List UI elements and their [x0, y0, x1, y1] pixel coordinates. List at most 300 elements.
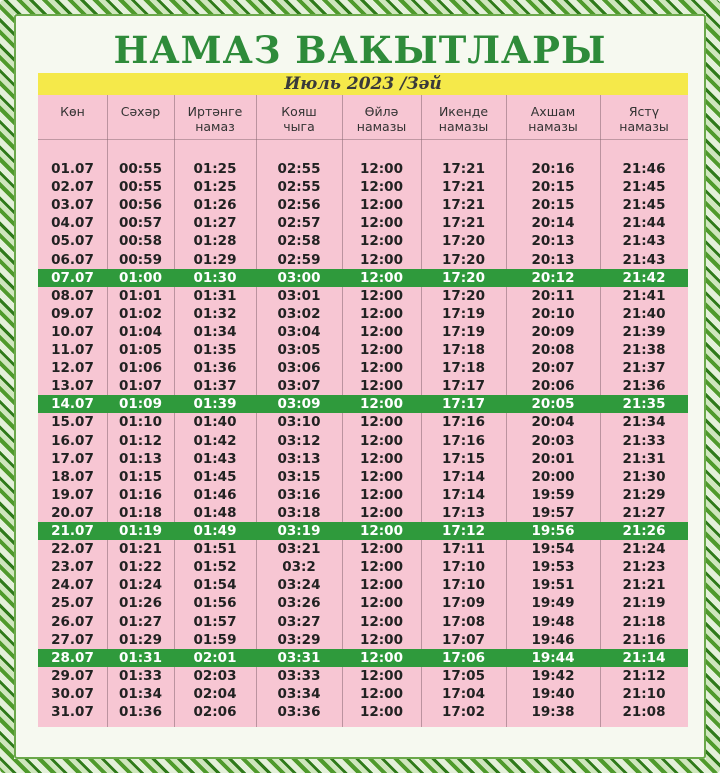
- cell-night-prayer: 21:30: [622, 468, 666, 485]
- cell-sunrise: 03:04: [277, 323, 321, 340]
- cell-afternoon-prayer: 17:06: [442, 649, 485, 666]
- cell-suhoor: 00:55: [119, 161, 162, 177]
- cell-night-prayer: 21:14: [622, 649, 666, 666]
- cell-sunrise: 03:16: [277, 486, 321, 503]
- cell-night-prayer: 21:29: [622, 486, 666, 503]
- table-row-highlighted: [38, 269, 688, 287]
- cell-suhoor: 01:02: [119, 305, 162, 322]
- cell-evening-prayer: 20:13: [531, 233, 575, 250]
- table-row: [38, 576, 688, 594]
- cell-day: 26.07: [51, 613, 94, 630]
- cell-afternoon-prayer: 17:19: [442, 323, 485, 340]
- cell-evening-prayer: 20:07: [531, 360, 575, 377]
- cell-sunrise: 03:2: [282, 559, 316, 576]
- cell-noon-prayer: 12:00: [360, 161, 403, 177]
- cell-day: 16.07: [51, 432, 94, 449]
- cell-evening-prayer: 19:59: [531, 486, 575, 503]
- cell-sunrise: 03:36: [277, 704, 321, 720]
- cell-evening-prayer: 20:06: [531, 378, 575, 395]
- cell-day: 11.07: [51, 342, 94, 358]
- cell-morning-prayer: 01:49: [193, 523, 237, 539]
- cell-evening-prayer: 20:08: [531, 342, 575, 358]
- cell-noon-prayer: 12:00: [360, 215, 403, 232]
- cell-day: 23.07: [51, 559, 94, 576]
- cell-morning-prayer: 02:01: [193, 649, 237, 666]
- cell-morning-prayer: 01:30: [193, 269, 237, 286]
- cell-evening-prayer: 19:56: [531, 523, 575, 539]
- cell-evening-prayer: 19:44: [531, 649, 575, 666]
- cell-noon-prayer: 12:00: [360, 541, 403, 558]
- cell-morning-prayer: 01:54: [193, 577, 237, 594]
- cell-day: 06.07: [51, 251, 94, 268]
- cell-afternoon-prayer: 17:17: [442, 378, 485, 395]
- header-text: Ястү: [628, 104, 660, 119]
- table-row: [38, 703, 688, 721]
- table-row: [38, 359, 688, 377]
- cell-suhoor: 01:16: [119, 486, 162, 503]
- table-row: [38, 196, 688, 214]
- cell-morning-prayer: 01:52: [193, 559, 237, 576]
- cell-night-prayer: 21:18: [622, 613, 666, 630]
- cell-afternoon-prayer: 17:14: [442, 468, 485, 485]
- header-text: чыга: [283, 119, 315, 134]
- header-text: намазы: [356, 119, 407, 134]
- header-evening-prayer: [506, 104, 600, 134]
- table-row: [38, 540, 688, 558]
- cell-afternoon-prayer: 17:10: [442, 577, 485, 594]
- table-row: [38, 594, 688, 612]
- cell-day: 01.07: [51, 161, 94, 177]
- table-row: [38, 450, 688, 468]
- cell-morning-prayer: 01:26: [193, 197, 237, 214]
- cell-suhoor: 01:24: [119, 577, 162, 594]
- cell-night-prayer: 21:35: [622, 396, 666, 413]
- table-row-highlighted: [38, 522, 688, 540]
- cell-day: 05.07: [51, 233, 94, 250]
- header-text: намазы: [619, 119, 669, 134]
- cell-evening-prayer: 19:48: [531, 613, 575, 630]
- cell-noon-prayer: 12:00: [360, 595, 403, 612]
- cell-night-prayer: 21:44: [622, 215, 666, 232]
- header-text: Ахшам: [530, 104, 576, 119]
- cell-noon-prayer: 12:00: [360, 704, 403, 720]
- cell-night-prayer: 21:38: [622, 342, 666, 358]
- cell-day: 31.07: [51, 704, 94, 720]
- cell-day: 27.07: [51, 631, 94, 648]
- cell-day: 21.07: [51, 523, 94, 539]
- cell-afternoon-prayer: 17:10: [442, 559, 485, 576]
- cell-night-prayer: 21:26: [622, 523, 666, 539]
- cell-morning-prayer: 01:48: [193, 504, 237, 521]
- header-text: намаз: [195, 119, 235, 134]
- cell-morning-prayer: 02:04: [193, 685, 237, 702]
- cell-night-prayer: 21:10: [622, 685, 666, 702]
- cell-night-prayer: 21:12: [622, 667, 666, 684]
- cell-suhoor: 01:09: [119, 396, 162, 413]
- cell-night-prayer: 21:41: [622, 287, 666, 304]
- cell-noon-prayer: 12:00: [360, 631, 403, 648]
- table-row: [38, 558, 688, 576]
- table-row: [38, 251, 688, 269]
- table-row: [38, 377, 688, 395]
- cell-morning-prayer: 01:28: [193, 233, 237, 250]
- cell-suhoor: 01:12: [119, 432, 162, 449]
- cell-day: 02.07: [51, 179, 94, 196]
- table-row: [38, 613, 688, 631]
- cell-evening-prayer: 19:38: [531, 704, 575, 720]
- header-text: Өйлә: [364, 104, 399, 119]
- cell-afternoon-prayer: 17:20: [442, 251, 485, 268]
- cell-night-prayer: 21:19: [622, 595, 666, 612]
- cell-sunrise: 03:00: [277, 269, 321, 286]
- cell-afternoon-prayer: 17:20: [442, 233, 485, 250]
- cell-sunrise: 03:24: [277, 577, 321, 594]
- header-night-prayer: [600, 104, 688, 134]
- cell-afternoon-prayer: 17:21: [442, 161, 485, 177]
- cell-night-prayer: 21:34: [622, 414, 666, 431]
- cell-evening-prayer: 20:03: [531, 432, 575, 449]
- table-row-highlighted: [38, 395, 688, 413]
- cell-sunrise: 03:13: [277, 450, 321, 467]
- cell-morning-prayer: 01:36: [193, 360, 237, 377]
- cell-morning-prayer: 01:25: [193, 161, 237, 177]
- cell-morning-prayer: 01:39: [193, 396, 237, 413]
- cell-suhoor: 01:21: [119, 541, 162, 558]
- cell-sunrise: 03:33: [277, 667, 321, 684]
- cell-evening-prayer: 19:40: [531, 685, 575, 702]
- cell-day: 20.07: [51, 504, 94, 521]
- cell-evening-prayer: 20:11: [531, 287, 575, 304]
- cell-day: 14.07: [51, 396, 94, 413]
- cell-evening-prayer: 20:00: [531, 468, 575, 485]
- cell-evening-prayer: 20:10: [531, 305, 575, 322]
- cell-noon-prayer: 12:00: [360, 342, 403, 358]
- cell-noon-prayer: 12:00: [360, 450, 403, 467]
- cell-afternoon-prayer: 17:21: [442, 179, 485, 196]
- cell-noon-prayer: 12:00: [360, 486, 403, 503]
- cell-sunrise: 03:09: [277, 396, 321, 413]
- header-morning-prayer: [174, 104, 256, 134]
- cell-night-prayer: 21:27: [622, 504, 666, 521]
- header-day: [38, 104, 107, 119]
- cell-noon-prayer: 12:00: [360, 523, 403, 539]
- cell-day: 09.07: [51, 305, 94, 322]
- cell-night-prayer: 21:36: [622, 378, 666, 395]
- cell-suhoor: 01:36: [119, 704, 162, 720]
- header-suhoor: [107, 104, 174, 119]
- cell-night-prayer: 21:33: [622, 432, 666, 449]
- table-row: [38, 305, 688, 323]
- cell-sunrise: 03:07: [277, 378, 321, 395]
- cell-afternoon-prayer: 17:11: [442, 541, 485, 558]
- cell-evening-prayer: 19:51: [531, 577, 575, 594]
- cell-afternoon-prayer: 17:17: [442, 396, 485, 413]
- cell-noon-prayer: 12:00: [360, 613, 403, 630]
- cell-night-prayer: 21:43: [622, 233, 666, 250]
- cell-noon-prayer: 12:00: [360, 233, 403, 250]
- table-row: [38, 413, 688, 431]
- cell-afternoon-prayer: 17:04: [442, 685, 485, 702]
- cell-afternoon-prayer: 17:21: [442, 197, 485, 214]
- cell-morning-prayer: 01:34: [193, 323, 237, 340]
- cell-noon-prayer: 12:00: [360, 559, 403, 576]
- cell-sunrise: 03:10: [277, 414, 321, 431]
- cell-afternoon-prayer: 17:16: [442, 414, 485, 431]
- cell-suhoor: 01:33: [119, 667, 162, 684]
- cell-night-prayer: 21:37: [622, 360, 666, 377]
- cell-afternoon-prayer: 17:07: [442, 631, 485, 648]
- cell-evening-prayer: 20:01: [531, 450, 575, 467]
- cell-sunrise: 02:56: [277, 197, 321, 214]
- cell-afternoon-prayer: 17:08: [442, 613, 485, 630]
- cell-noon-prayer: 12:00: [360, 685, 403, 702]
- cell-noon-prayer: 12:00: [360, 251, 403, 268]
- cell-afternoon-prayer: 17:19: [442, 305, 485, 322]
- table-row: [38, 468, 688, 486]
- cell-day: 04.07: [51, 215, 94, 232]
- cell-afternoon-prayer: 17:20: [442, 269, 485, 286]
- cell-morning-prayer: 01:31: [193, 287, 237, 304]
- cell-day: 07.07: [51, 269, 94, 286]
- cell-morning-prayer: 01:29: [193, 251, 237, 268]
- cell-evening-prayer: 20:12: [531, 269, 575, 286]
- cell-evening-prayer: 19:54: [531, 541, 575, 558]
- cell-morning-prayer: 01:42: [193, 432, 237, 449]
- cell-suhoor: 01:13: [119, 450, 162, 467]
- cell-evening-prayer: 20:15: [531, 197, 575, 214]
- cell-noon-prayer: 12:00: [360, 269, 403, 286]
- cell-morning-prayer: 01:32: [193, 305, 237, 322]
- cell-afternoon-prayer: 17:21: [442, 215, 485, 232]
- cell-suhoor: 01:19: [119, 523, 162, 539]
- cell-noon-prayer: 12:00: [360, 197, 403, 214]
- cell-suhoor: 00:57: [119, 215, 162, 232]
- cell-noon-prayer: 12:00: [360, 649, 403, 666]
- cell-morning-prayer: 01:59: [193, 631, 237, 648]
- cell-night-prayer: 21:08: [622, 704, 666, 720]
- cell-night-prayer: 21:24: [622, 541, 666, 558]
- cell-sunrise: 03:05: [277, 342, 321, 358]
- header-afternoon-prayer: [421, 104, 506, 134]
- cell-night-prayer: 21:31: [622, 450, 666, 467]
- cell-afternoon-prayer: 17:16: [442, 432, 485, 449]
- table-row-highlighted: [38, 649, 688, 667]
- header-text: Икенде: [438, 104, 489, 119]
- cell-sunrise: 02:55: [277, 161, 321, 177]
- cell-sunrise: 02:58: [277, 233, 321, 250]
- cell-morning-prayer: 01:43: [193, 450, 237, 467]
- header-divider: [38, 139, 688, 140]
- header-noon-prayer: [342, 104, 421, 134]
- cell-evening-prayer: 20:05: [531, 396, 575, 413]
- cell-day: 18.07: [51, 468, 94, 485]
- cell-night-prayer: 21:39: [622, 323, 666, 340]
- cell-suhoor: 01:27: [119, 613, 162, 630]
- header-sunrise: [256, 104, 342, 134]
- header-text: намазы: [438, 119, 489, 134]
- header-text: Иртәнге: [187, 104, 243, 119]
- table-row: [38, 341, 688, 359]
- cell-day: 15.07: [51, 414, 94, 431]
- cell-afternoon-prayer: 17:09: [442, 595, 485, 612]
- cell-suhoor: 01:18: [119, 504, 162, 521]
- header-text: намазы: [528, 119, 578, 134]
- cell-afternoon-prayer: 17:18: [442, 360, 485, 377]
- cell-day: 17.07: [51, 450, 94, 467]
- table-row: [38, 214, 688, 232]
- cell-suhoor: 01:04: [119, 323, 162, 340]
- table-row: [38, 631, 688, 649]
- cell-morning-prayer: 02:06: [193, 704, 237, 720]
- cell-evening-prayer: 19:53: [531, 559, 575, 576]
- cell-evening-prayer: 20:09: [531, 323, 575, 340]
- cell-evening-prayer: 20:13: [531, 251, 575, 268]
- cell-suhoor: 01:22: [119, 559, 162, 576]
- cell-day: 12.07: [51, 360, 94, 377]
- cell-evening-prayer: 19:49: [531, 595, 575, 612]
- cell-night-prayer: 21:46: [622, 161, 666, 177]
- cell-day: 29.07: [51, 667, 94, 684]
- cell-suhoor: 01:29: [119, 631, 162, 648]
- cell-noon-prayer: 12:00: [360, 396, 403, 413]
- cell-suhoor: 00:56: [119, 197, 162, 214]
- cell-night-prayer: 21:21: [622, 577, 666, 594]
- cell-noon-prayer: 12:00: [360, 323, 403, 340]
- cell-suhoor: 01:10: [119, 414, 162, 431]
- cell-day: 13.07: [51, 378, 94, 395]
- table-row: [38, 178, 688, 196]
- page-title: НАМАЗ ВАКЫТЛАРЫ: [113, 28, 607, 72]
- table-row: [38, 486, 688, 504]
- cell-day: 03.07: [51, 197, 94, 214]
- cell-morning-prayer: 02:03: [193, 667, 237, 684]
- cell-evening-prayer: 19:46: [531, 631, 575, 648]
- cell-day: 28.07: [51, 649, 94, 666]
- header-text: Кояш: [281, 104, 317, 119]
- cell-afternoon-prayer: 17:05: [442, 667, 485, 684]
- cell-evening-prayer: 20:15: [531, 179, 575, 196]
- table-row: [38, 160, 688, 178]
- cell-noon-prayer: 12:00: [360, 667, 403, 684]
- cell-sunrise: 03:18: [277, 504, 321, 521]
- cell-afternoon-prayer: 17:15: [442, 450, 485, 467]
- cell-suhoor: 00:59: [119, 251, 162, 268]
- cell-noon-prayer: 12:00: [360, 577, 403, 594]
- cell-noon-prayer: 12:00: [360, 360, 403, 377]
- cell-sunrise: 02:57: [277, 215, 321, 232]
- cell-sunrise: 03:02: [277, 305, 321, 322]
- table-row: [38, 323, 688, 341]
- cell-sunrise: 03:27: [277, 613, 321, 630]
- cell-day: 24.07: [51, 577, 94, 594]
- cell-morning-prayer: 01:46: [193, 486, 237, 503]
- cell-evening-prayer: 19:57: [531, 504, 575, 521]
- cell-evening-prayer: 20:14: [531, 215, 575, 232]
- cell-sunrise: 03:21: [277, 541, 321, 558]
- cell-afternoon-prayer: 17:18: [442, 342, 485, 358]
- cell-suhoor: 00:58: [119, 233, 162, 250]
- cell-night-prayer: 21:40: [622, 305, 666, 322]
- cell-suhoor: 01:07: [119, 378, 162, 395]
- table-row: [38, 685, 688, 703]
- cell-suhoor: 01:26: [119, 595, 162, 612]
- cell-sunrise: 03:19: [277, 523, 321, 539]
- cell-morning-prayer: 01:25: [193, 179, 237, 196]
- cell-morning-prayer: 01:56: [193, 595, 237, 612]
- cell-sunrise: 03:34: [277, 685, 321, 702]
- cell-suhoor: 01:34: [119, 685, 162, 702]
- cell-morning-prayer: 01:27: [193, 215, 237, 232]
- cell-sunrise: 03:29: [277, 631, 321, 648]
- cell-suhoor: 01:31: [119, 649, 162, 666]
- cell-night-prayer: 21:45: [622, 197, 666, 214]
- cell-noon-prayer: 12:00: [360, 414, 403, 431]
- cell-noon-prayer: 12:00: [360, 179, 403, 196]
- cell-day: 25.07: [51, 595, 94, 612]
- header-text: Сәхәр: [120, 104, 161, 119]
- cell-day: 22.07: [51, 541, 94, 558]
- cell-day: 08.07: [51, 287, 94, 304]
- cell-noon-prayer: 12:00: [360, 432, 403, 449]
- cell-afternoon-prayer: 17:12: [442, 523, 485, 539]
- table-row: [38, 232, 688, 250]
- cell-night-prayer: 21:45: [622, 179, 666, 196]
- cell-morning-prayer: 01:40: [193, 414, 237, 431]
- cell-sunrise: 03:26: [277, 595, 321, 612]
- cell-morning-prayer: 01:45: [193, 468, 237, 485]
- cell-noon-prayer: 12:00: [360, 468, 403, 485]
- cell-morning-prayer: 01:51: [193, 541, 237, 558]
- cell-afternoon-prayer: 17:14: [442, 486, 485, 503]
- cell-sunrise: 03:15: [277, 468, 321, 485]
- header-text: Көн: [60, 104, 85, 119]
- cell-morning-prayer: 01:37: [193, 378, 237, 395]
- cell-suhoor: 01:05: [119, 342, 162, 358]
- cell-sunrise: 03:06: [277, 360, 321, 377]
- cell-evening-prayer: 20:04: [531, 414, 575, 431]
- cell-evening-prayer: 19:42: [531, 667, 575, 684]
- cell-night-prayer: 21:42: [622, 269, 666, 286]
- cell-sunrise: 03:01: [277, 287, 321, 304]
- cell-suhoor: 01:15: [119, 468, 162, 485]
- cell-day: 19.07: [51, 486, 94, 503]
- cell-day: 10.07: [51, 323, 94, 340]
- cell-suhoor: 01:01: [119, 287, 162, 304]
- cell-suhoor: 00:55: [119, 179, 162, 196]
- cell-noon-prayer: 12:00: [360, 378, 403, 395]
- cell-suhoor: 01:00: [119, 269, 162, 286]
- cell-afternoon-prayer: 17:02: [442, 704, 485, 720]
- cell-sunrise: 02:55: [277, 179, 321, 196]
- cell-suhoor: 01:06: [119, 360, 162, 377]
- cell-sunrise: 02:59: [277, 251, 321, 268]
- cell-evening-prayer: 20:16: [531, 161, 575, 177]
- table-row: [38, 287, 688, 305]
- cell-noon-prayer: 12:00: [360, 287, 403, 304]
- cell-day: 30.07: [51, 685, 94, 702]
- cell-sunrise: 03:31: [277, 649, 321, 666]
- table-row: [38, 504, 688, 522]
- cell-noon-prayer: 12:00: [360, 504, 403, 521]
- month-banner: Июль 2023 /Зәй: [38, 73, 688, 95]
- cell-morning-prayer: 01:57: [193, 613, 237, 630]
- cell-noon-prayer: 12:00: [360, 305, 403, 322]
- cell-night-prayer: 21:43: [622, 251, 666, 268]
- cell-sunrise: 03:12: [277, 432, 321, 449]
- table-row: [38, 432, 688, 450]
- cell-afternoon-prayer: 17:13: [442, 504, 485, 521]
- cell-night-prayer: 21:16: [622, 631, 666, 648]
